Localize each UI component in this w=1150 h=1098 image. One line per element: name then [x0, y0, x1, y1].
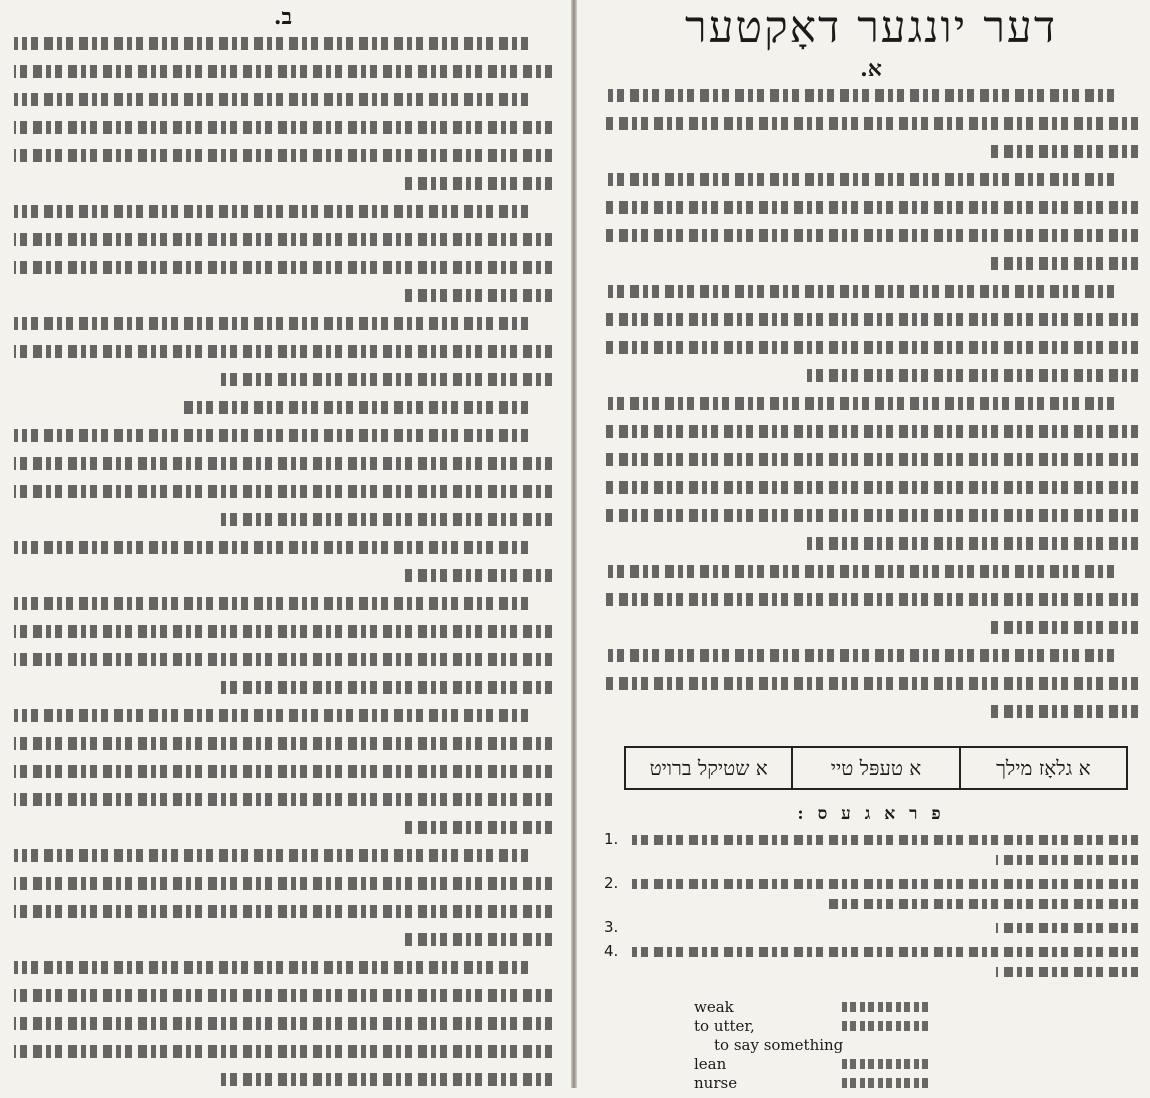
text-line: [604, 110, 1138, 138]
text-line: [14, 590, 552, 618]
question-number: 3.: [604, 918, 619, 936]
text-line: [604, 194, 1138, 222]
text-line: [14, 842, 552, 870]
text-line: [14, 618, 552, 646]
text-line: [604, 362, 1138, 390]
text-line: [604, 166, 1138, 194]
text-line: [14, 898, 552, 926]
text-line: [14, 1010, 552, 1038]
left-column: [0, 0, 570, 1088]
text-line: [14, 814, 552, 842]
glossary-row: [604, 998, 1138, 1016]
glossary-row: [604, 1074, 1138, 1092]
text-line: [14, 926, 552, 954]
text-line: [604, 334, 1138, 362]
text-line: [630, 942, 1138, 962]
glossary-yiddish: [838, 1021, 928, 1031]
question-item: [604, 830, 1138, 870]
text-line: [604, 278, 1138, 306]
text-line: [604, 306, 1138, 334]
text-line: [14, 142, 552, 170]
text-line: [604, 642, 1138, 670]
section-number-b: ב.: [273, 4, 293, 30]
text-line: [630, 894, 1138, 914]
text-line: [14, 562, 552, 590]
text-line: [14, 674, 552, 702]
text-line: [14, 702, 552, 730]
text-line: [630, 830, 1138, 850]
glossary-row: [604, 1036, 1138, 1054]
text-line: [604, 446, 1138, 474]
text-line: [604, 698, 1138, 726]
text-line: [630, 918, 1138, 938]
text-line: [604, 530, 1138, 558]
question-number: 4.: [604, 942, 619, 960]
text-line: [14, 338, 552, 366]
text-line: [14, 198, 552, 226]
question-item: [604, 942, 1138, 982]
glossary-yiddish: [838, 1059, 928, 1069]
left-text-block: [14, 30, 552, 1094]
text-line: [630, 962, 1138, 982]
text-line: [14, 30, 552, 58]
text-line: [14, 282, 552, 310]
text-line: [604, 390, 1138, 418]
text-line: [14, 86, 552, 114]
text-line: [14, 786, 552, 814]
text-line: [14, 506, 552, 534]
text-line: [604, 82, 1138, 110]
questions-heading: פ ר א ג ע ס :: [797, 804, 945, 824]
glossary-english: nurse: [694, 1074, 738, 1092]
text-line: [604, 558, 1138, 586]
text-line: [630, 850, 1138, 870]
text-line: [14, 730, 552, 758]
text-line: [14, 982, 552, 1010]
word-cell: א גלאָז מילך: [959, 748, 1126, 788]
glossary-english: lean: [694, 1055, 727, 1073]
text-line: [14, 478, 552, 506]
text-line: [14, 226, 552, 254]
text-line: [604, 614, 1138, 642]
page-title: דער יונגער דאָקטער: [685, 2, 1057, 53]
text-line: [14, 366, 552, 394]
glossary-english: to say something: [714, 1036, 844, 1054]
text-line: [14, 394, 552, 422]
text-line: [604, 250, 1138, 278]
right-text-block: [604, 82, 1138, 726]
text-line: [14, 170, 552, 198]
text-line: [14, 1038, 552, 1066]
text-line: [14, 646, 552, 674]
text-line: [14, 114, 552, 142]
text-line: [14, 450, 552, 478]
text-line: [14, 870, 552, 898]
text-line: [14, 1066, 552, 1094]
question-number: 1.: [604, 830, 619, 848]
glossary: [604, 998, 1138, 1098]
text-line: [604, 502, 1138, 530]
glossary-row: [604, 1017, 1138, 1035]
page-fold: [571, 0, 577, 1088]
text-line: [14, 58, 552, 86]
text-line: [604, 418, 1138, 446]
questions-list: [604, 830, 1138, 982]
word-table: [624, 746, 1128, 790]
text-line: [604, 586, 1138, 614]
text-line: [604, 474, 1138, 502]
text-line: [604, 670, 1138, 698]
text-line: [14, 758, 552, 786]
glossary-english: to utter,: [694, 1017, 755, 1035]
glossary-yiddish: [838, 1078, 928, 1088]
question-number: 2.: [604, 874, 619, 892]
text-line: [604, 222, 1138, 250]
question-item: [604, 918, 1138, 938]
word-cell: א טעפּל טיי: [791, 748, 958, 788]
section-number-a: א.: [860, 56, 882, 82]
glossary-row: [604, 1055, 1138, 1073]
glossary-english: weak: [694, 998, 734, 1016]
text-line: [14, 310, 552, 338]
text-line: [14, 254, 552, 282]
text-line: [14, 534, 552, 562]
text-line: [604, 138, 1138, 166]
text-line: [630, 874, 1138, 894]
question-item: [604, 874, 1138, 914]
text-line: [14, 422, 552, 450]
word-cell: א שטיקל ברויט: [649, 755, 768, 780]
text-line: [14, 954, 552, 982]
glossary-yiddish: [838, 1002, 928, 1012]
right-column: [578, 0, 1150, 1092]
